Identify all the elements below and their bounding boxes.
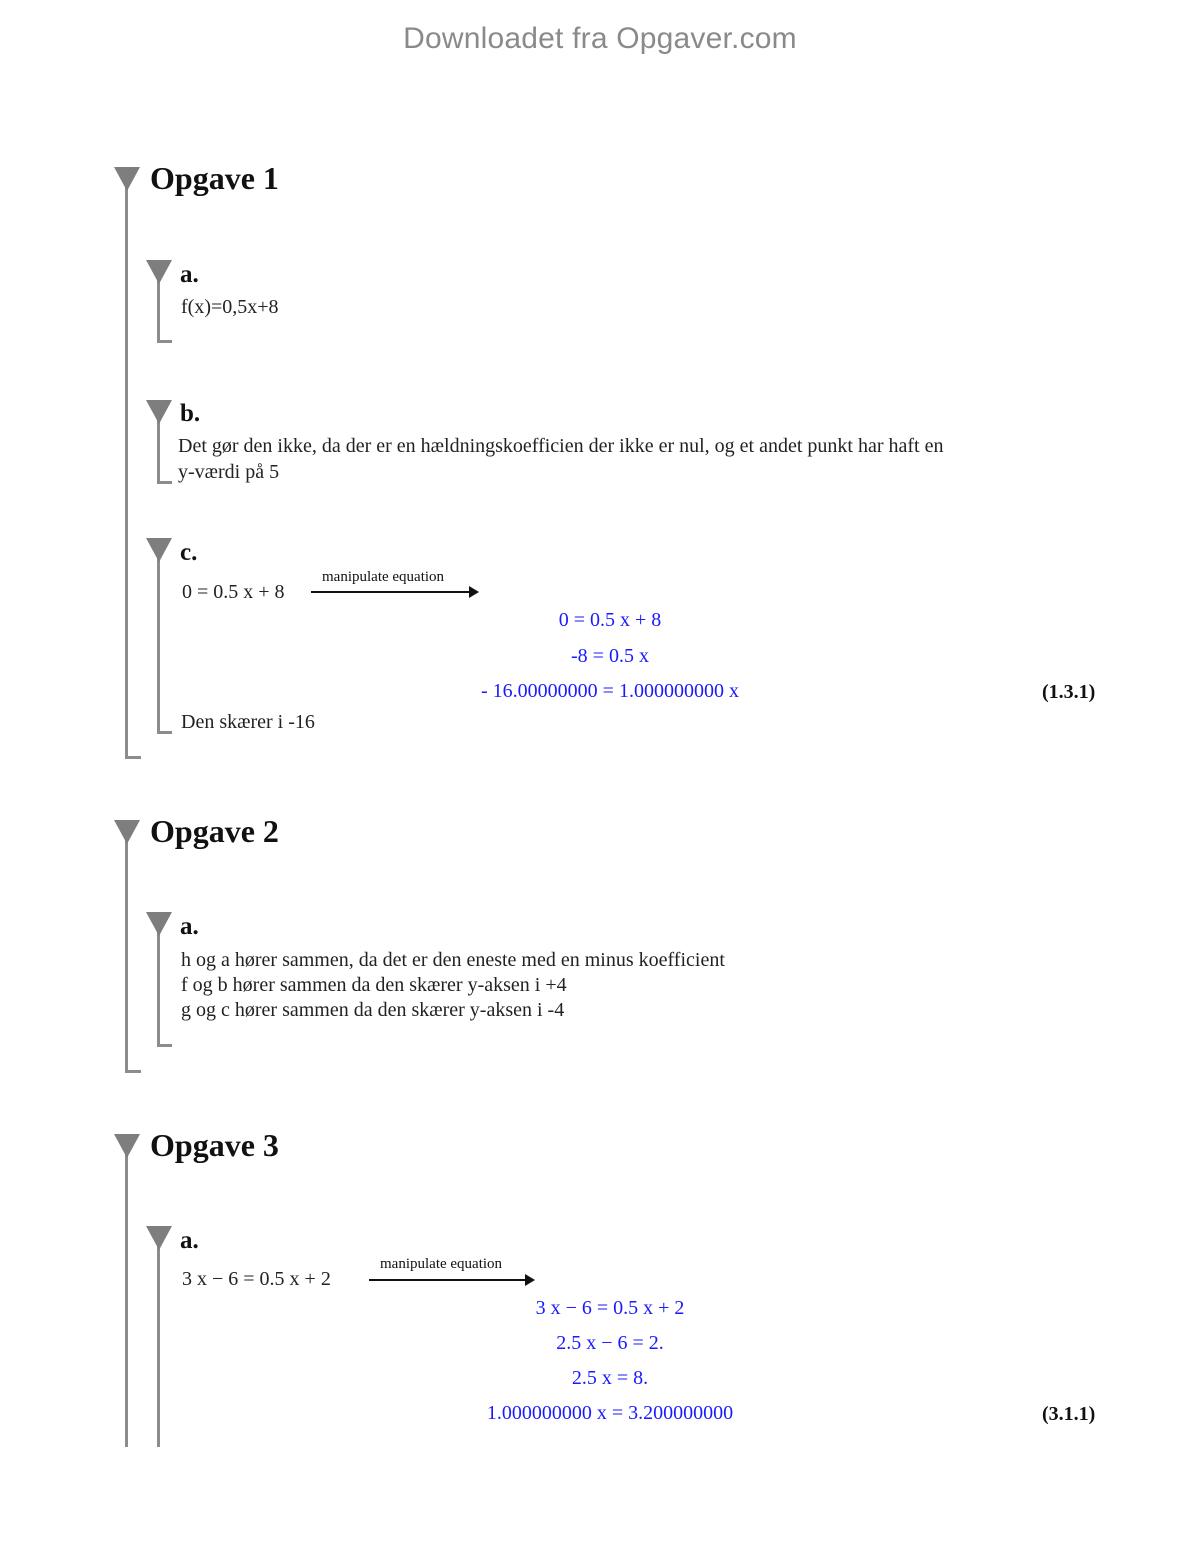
watermark: Downloadet fra Opgaver.com (403, 22, 797, 55)
subsection-bracket[interactable] (157, 1244, 160, 1447)
section-title: Opgave 1 (150, 160, 279, 196)
subsection-bracket[interactable] (157, 556, 160, 734)
math-input[interactable]: 3 x − 6 = 0.5 x + 2 (182, 1268, 331, 1290)
arrow-icon (311, 591, 477, 593)
section-bracket[interactable] (125, 182, 128, 759)
collapse-triangle-icon[interactable] (146, 1226, 172, 1250)
answer-text: Det gør den ikke, da der er en hældningskoefficien der ikke er nul, og et andet punkt har haft en (178, 435, 944, 457)
collapse-triangle-icon[interactable] (146, 538, 172, 562)
section-bracket[interactable] (125, 1150, 128, 1447)
subsection-label: a. (180, 1227, 199, 1254)
section-bracket-foot (125, 1070, 141, 1073)
collapse-triangle-icon[interactable] (146, 912, 172, 936)
section-title: Opgave 2 (150, 813, 279, 849)
arrow-label: manipulate equation (322, 569, 445, 585)
answer-text: f og b hører sammen da den skærer y-aksen i +4 (181, 974, 567, 996)
equation-number: (3.1.1) (1042, 1403, 1096, 1425)
math-output-step: 1.000000000 x = 3.200000000 (486, 1402, 734, 1424)
equation-number: (1.3.1) (1042, 681, 1096, 703)
subsection-label: a. (180, 913, 199, 940)
subsection-bracket-foot (157, 340, 172, 343)
collapse-triangle-icon[interactable] (146, 400, 172, 424)
subsection-bracket[interactable] (157, 278, 160, 343)
collapse-triangle-icon[interactable] (146, 260, 172, 284)
answer-text: y-værdi på 5 (178, 461, 280, 483)
subsection-label: b. (180, 400, 201, 427)
math-output-step: 2.5 x = 8. (571, 1367, 649, 1389)
subsection-bracket-foot (157, 481, 172, 484)
answer-text: g og c hører sammen da den skærer y-aksen i -4 (181, 999, 565, 1021)
collapse-triangle-icon[interactable] (114, 1134, 140, 1158)
math-output-step: -8 = 0.5 x (571, 645, 649, 667)
math-output-step: - 16.00000000 = 1.000000000 x (481, 680, 739, 702)
collapse-triangle-icon[interactable] (114, 167, 140, 191)
subsection-bracket[interactable] (157, 930, 160, 1047)
section-bracket[interactable] (125, 836, 128, 1073)
math-input[interactable]: 0 = 0.5 x + 8 (182, 581, 285, 603)
subsection-bracket[interactable] (157, 418, 160, 484)
collapse-triangle-icon[interactable] (114, 820, 140, 844)
math-output-step: 0 = 0.5 x + 8 (558, 609, 662, 631)
math-output-step: 2.5 x − 6 = 2. (556, 1332, 664, 1354)
conclusion-text: Den skærer i -16 (181, 711, 315, 733)
arrow-label: manipulate equation (380, 1256, 503, 1272)
answer-text: f(x)=0,5x+8 (181, 296, 279, 318)
subsection-bracket-foot (157, 1044, 172, 1047)
section-bracket-foot (125, 756, 141, 759)
subsection-label: a. (180, 261, 199, 288)
subsection-bracket-foot (157, 731, 172, 734)
section-title: Opgave 3 (150, 1127, 279, 1163)
subsection-label: c. (180, 539, 198, 566)
math-output-step: 3 x − 6 = 0.5 x + 2 (535, 1297, 685, 1319)
arrow-icon (369, 1279, 533, 1281)
answer-text: h og a hører sammen, da det er den eneste med en minus koefficient (181, 949, 725, 971)
